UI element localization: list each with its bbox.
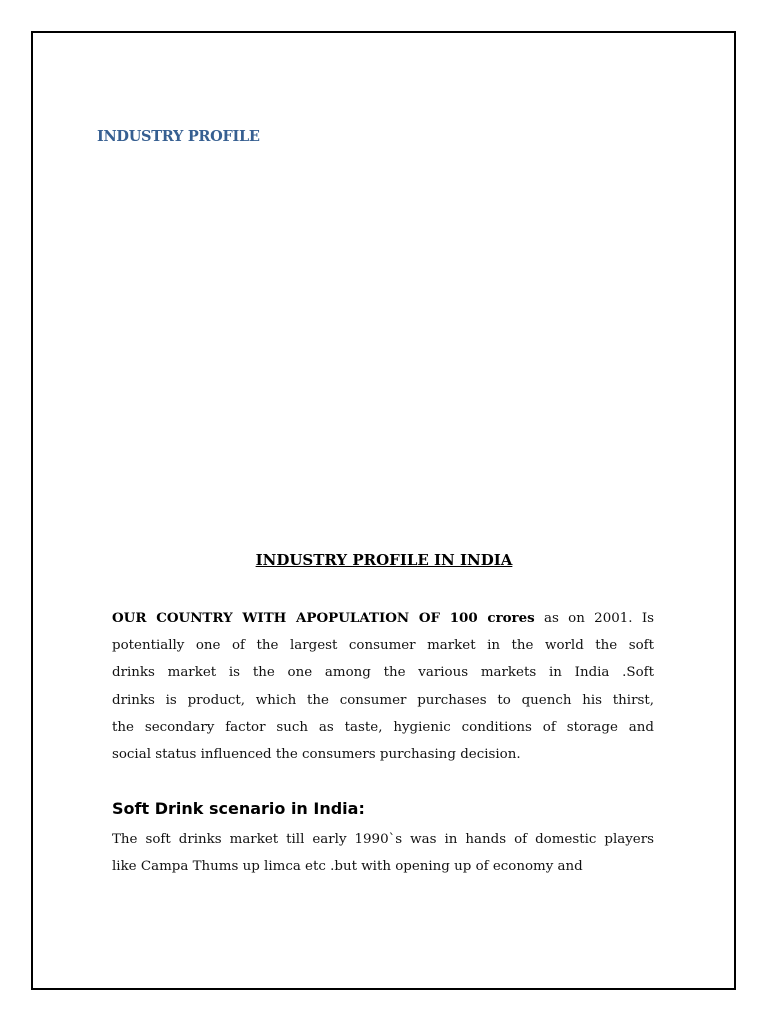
paragraph-lead-text: OUR COUNTRY WITH APOPULATION OF 100 crores bbox=[112, 610, 535, 626]
paragraph-market-history bbox=[112, 826, 654, 880]
paragraph-line: social status influenced the consumers purchasing decision. bbox=[112, 746, 521, 762]
paragraph-line: drinks market is the one among the various markets in India .Soft bbox=[112, 665, 654, 681]
paragraph-line-text: as on 2001. Is bbox=[534, 611, 654, 626]
paragraph-line: like Campa Thums up limca etc .but with opening up of economy and bbox=[112, 859, 583, 875]
paragraph-line: the secondary factor such as taste, hygienic conditions of storage and bbox=[112, 719, 654, 735]
section-title: INDUSTRY PROFILE IN INDIA bbox=[255, 551, 513, 569]
paragraph-line: potentially one of the largest consumer market in the world the soft bbox=[112, 638, 654, 654]
paragraph-population bbox=[112, 605, 654, 768]
paragraph-line: drinks is product, which the consumer purchases to quench his thirst, bbox=[112, 692, 654, 708]
document-heading: INDUSTRY PROFILE bbox=[97, 128, 260, 145]
paragraph-line bbox=[112, 605, 654, 632]
subheading-soft-drink-scenario: Soft Drink scenario in India: bbox=[112, 799, 365, 818]
paragraph-line: The soft drinks market till early 1990`s was in hands of domestic players bbox=[112, 832, 654, 847]
